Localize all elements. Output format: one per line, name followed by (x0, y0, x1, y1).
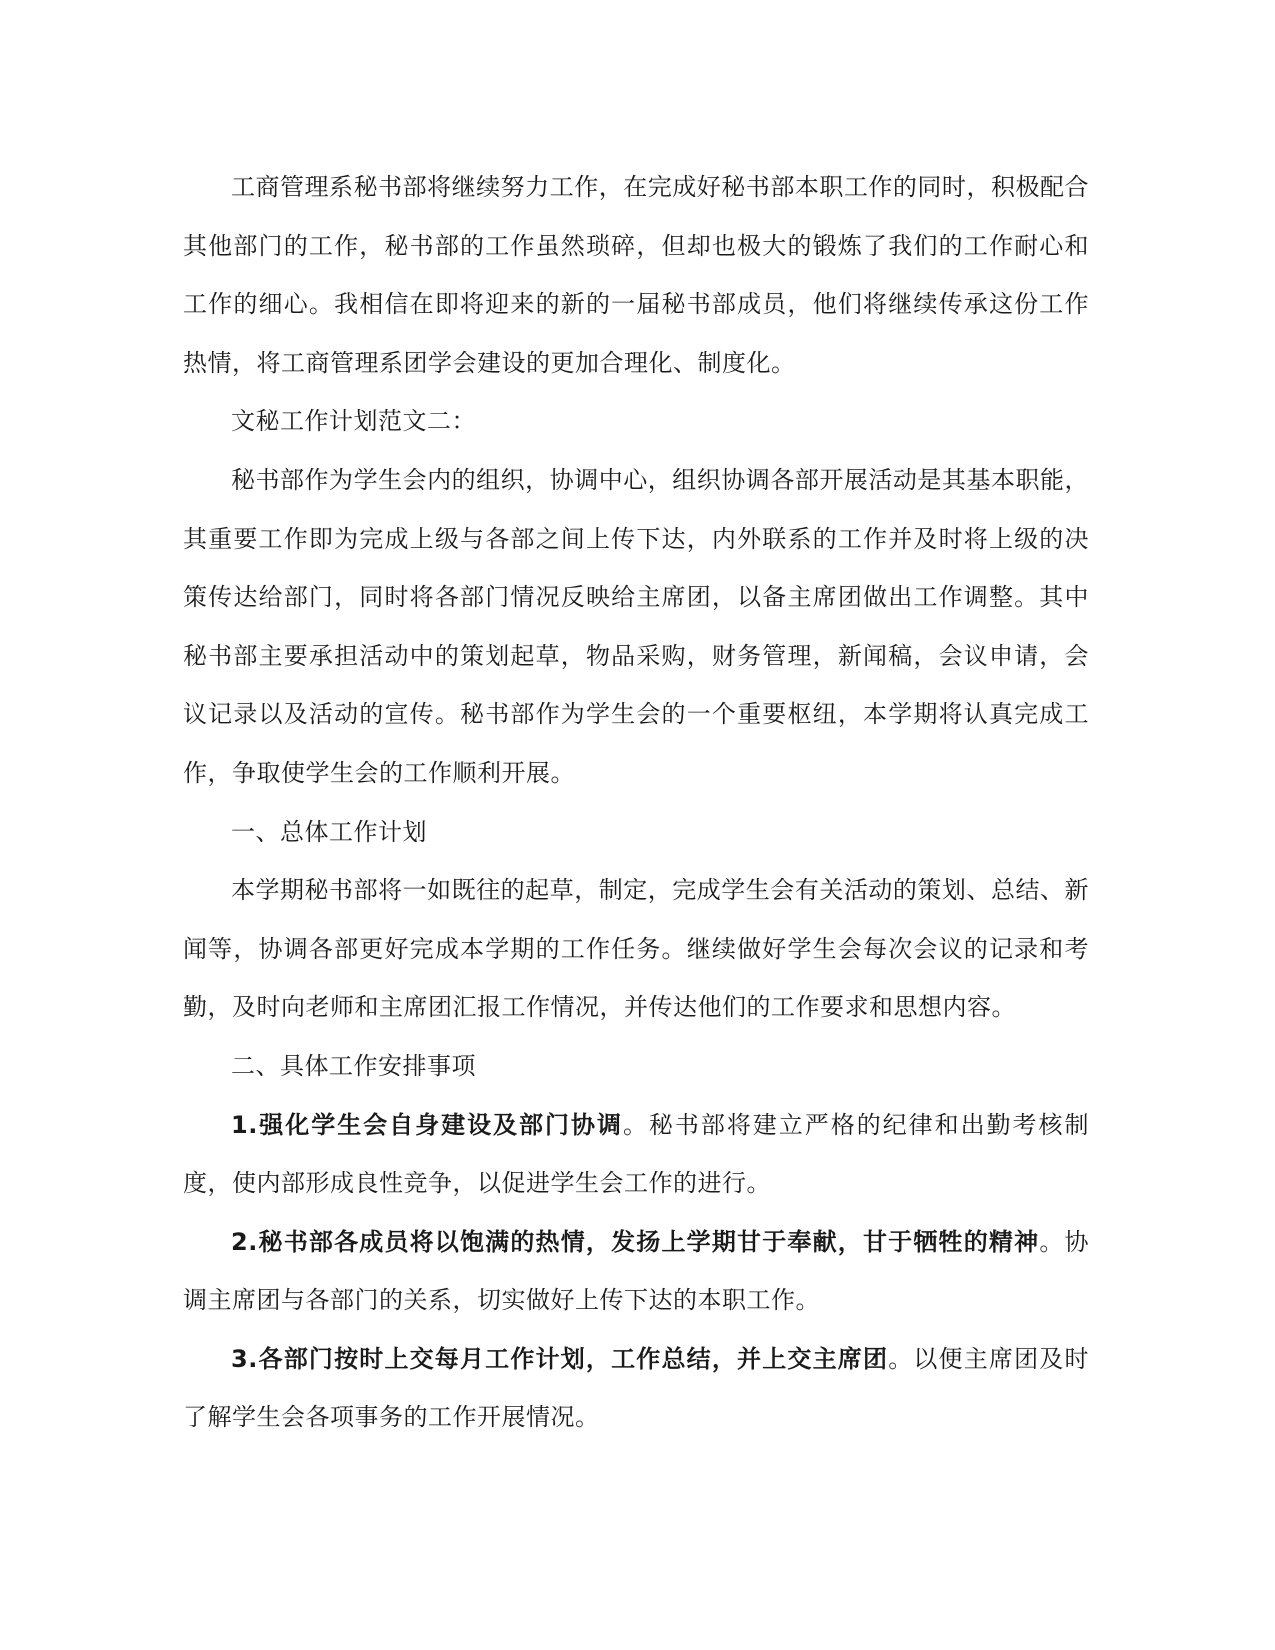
document-page (183, 158, 1089, 1447)
list-item-bold-lead: 2.秘书部各成员将以饱满的热情，发扬上学期甘于奉献，甘于牺牲的精神 (231, 1227, 1040, 1256)
paragraph-text: 工商管理系秘书部将继续努力工作，在完成好秘书部本职工作的同时，积极配合其他部门的工作，秘书部的工作虽然琐碎，但却也极大的锻炼了我们的工作耐心和工作的细心。我相信在即将迎来的新的一届秘书部成员，他们将继续传承这份工作热情，将工商管理系团学会建设的更加合理化、制度化。 (183, 173, 1089, 377)
list-item-text: 。协调主席团与各部门的关系，切实做好上传下达的本职工作。 (183, 1227, 1089, 1315)
paragraph-text: 秘书部作为学生会内的组织，协调中心，组织协调各部开展活动是其基本职能，其重要工作即为完成上级与各部之间上传下达，内外联系的工作并及时将上级的决策传达给部门，同时将各部门情况反映给主席团，以备主席团做出工作调整。其中秘书部主要承担活动中的策划起草，物品采购，财务管理，新闻稿，会议申请，会议记录以及活动的宣传。秘书部作为学生会的一个重要枢纽，本学期将认真完成工作，争取使学生会的工作顺利开展。 (183, 465, 1089, 787)
paragraph-overall-plan (183, 861, 1089, 1037)
section-title-sample-two (183, 392, 1089, 451)
list-item-2 (183, 1213, 1089, 1330)
paragraph-text: 本学期秘书部将一如既往的起草，制定，完成学生会有关活动的策划、总结、新闻等，协调各部更好完成本学期的工作任务。继续做好学生会每次会议的记录和考勤，及时向老师和主席团汇报工作情况，并传达他们的工作要求和思想内容。 (183, 876, 1089, 1022)
paragraph-secretariat-role (183, 451, 1089, 803)
paragraph-text: 二、具体工作安排事项 (231, 1051, 476, 1080)
list-item-text: 。秘书部将建立严格的纪律和出勤考核制度，使内部形成良性竞争，以促进学生会工作的进行。 (183, 1110, 1089, 1198)
paragraph-text: 文秘工作计划范文二： (231, 407, 476, 436)
list-item-text: 。以便主席团及时了解学生会各项事务的工作开展情况。 (183, 1344, 1089, 1432)
heading-overall-plan (183, 803, 1089, 862)
paragraph-closing-summary (183, 158, 1089, 392)
list-item-bold-lead: 1.强化学生会自身建设及部门协调 (231, 1110, 623, 1139)
heading-specific-arrangements (183, 1037, 1089, 1096)
paragraph-text: 一、总体工作计划 (231, 817, 427, 846)
list-item-1 (183, 1096, 1089, 1213)
list-item-bold-lead: 3.各部门按时上交每月工作计划，工作总结，并上交主席团 (231, 1344, 889, 1373)
list-item-3 (183, 1330, 1089, 1447)
